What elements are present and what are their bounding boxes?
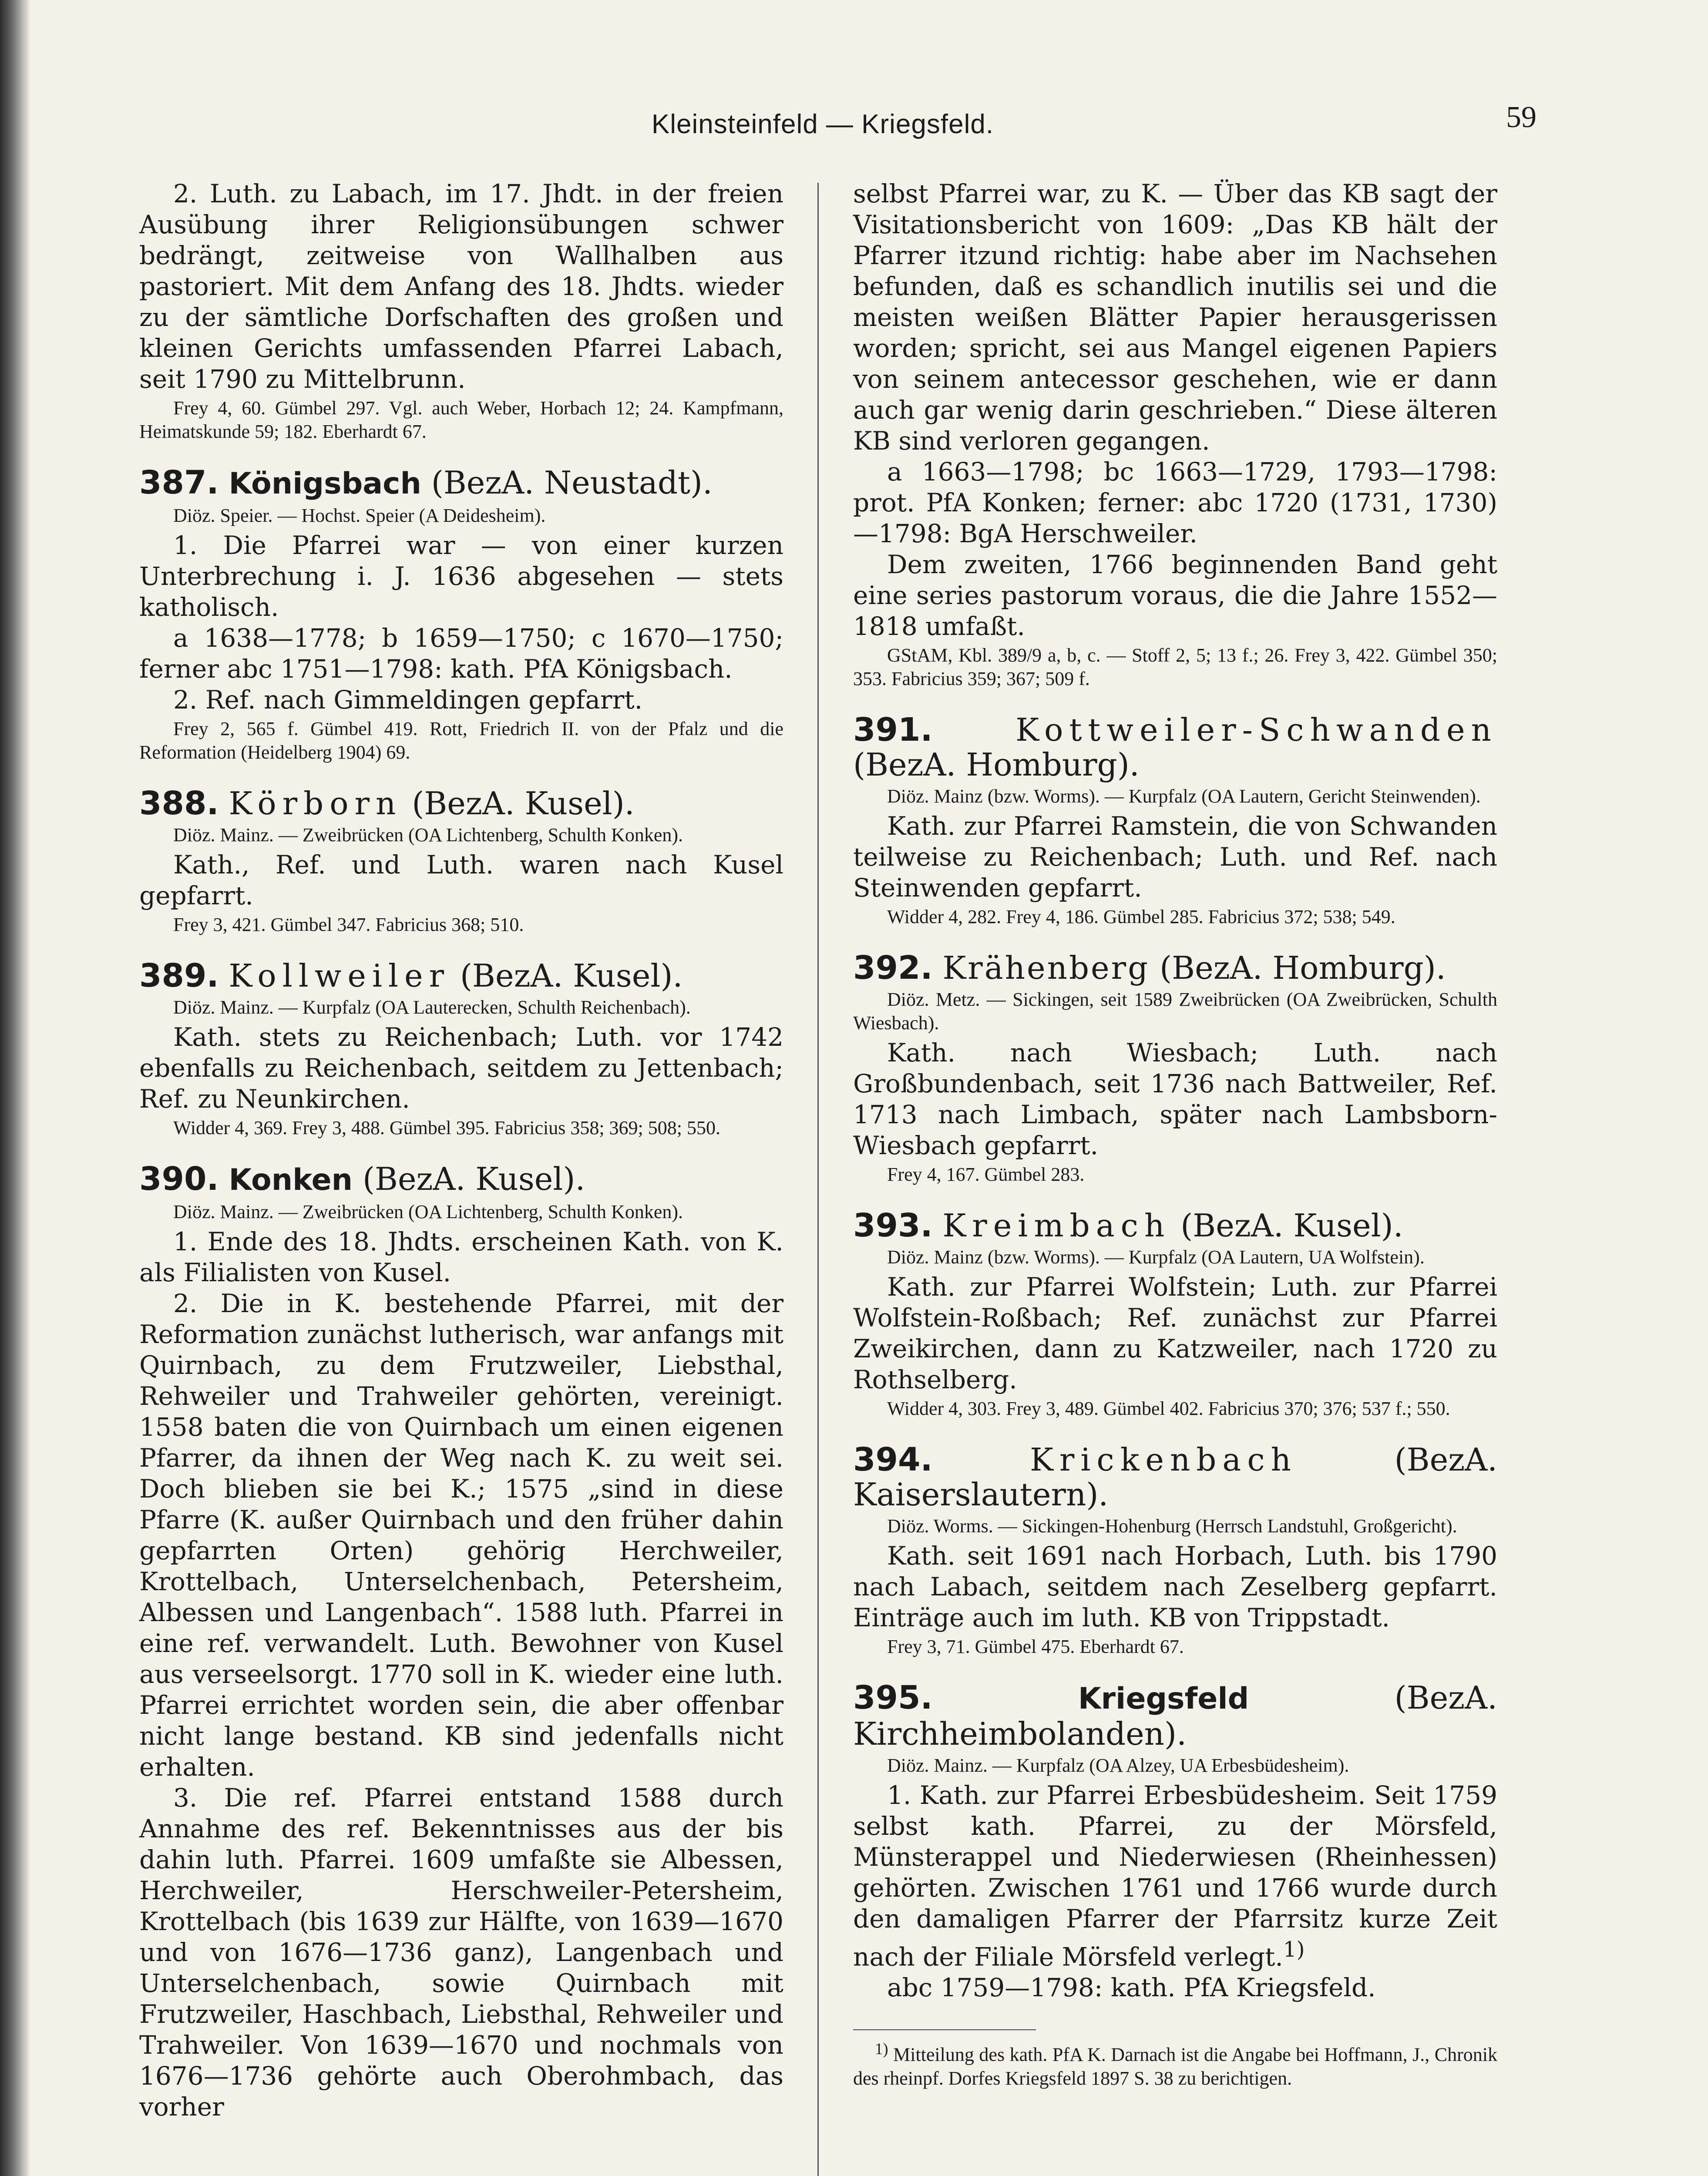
diocese-line: Diöz. Speier. — Hochst. Speier (A Deidesheim). <box>173 505 546 526</box>
entry-heading-394 <box>853 1442 1497 1512</box>
running-head-title: Kleinsteinfeld — Kriegsfeld. <box>651 109 994 139</box>
paragraph: 2. Die in K. bestehende Pfarrei, mit der Reformation zunächst lutherisch, war anfangs mit Quirnbach, zu dem Frutzweiler, Liebsthal, Rehweiler und Trahweiler gehörten, vereinigt. 1558 baten die von Quirnbach um einen eigenen Pfarrer, da ihnen der Weg nach K. zu weit sei. Doch blieben sie bei K.; 1575 „sind in diese Pfarre (K. außer Quirnbach und den früher dahin gepfarrten Orten) gehörig Herchweiler, Krottelbach, Unterselchenbach, Petersheim, Albessen und Langenbach“. 1588 luth. Pfarrei in eine ref. verwandelt. Luth. Bewohner von Kusel aus verseelsorgt. 1770 soll in K. wieder eine luth. Pfarrei errichtet worden sein, die aber offenbar nicht lange bestand. KB sind jedenfalls nicht erhalten. <box>139 1289 783 1782</box>
entry-number: 393. <box>853 1207 933 1244</box>
diocese-line: Diöz. Mainz. — Zweibrücken (OA Lichtenberg, Schulth Konken). <box>173 824 683 846</box>
entry-name: Königsbach <box>229 467 421 501</box>
page-number: 59 <box>1506 101 1537 134</box>
diocese-line: Diöz. Metz. — Sickingen, seit 1589 Zweibrücken (OA Zweibrücken, Schulth Wiesbach). <box>853 989 1497 1034</box>
paragraph: Kath. zur Pfarrei Ramstein, die von Schwanden teilweise zu Reichenbach; Luth. und Ref. nach Steinwenden gepfarrt. <box>853 811 1497 903</box>
entry-name: Krähenberg <box>942 950 1150 986</box>
entry-name: Kollweiler <box>229 957 451 994</box>
paragraph: Kath., Ref. und Luth. waren nach Kusel gepfarrt. <box>139 850 783 910</box>
entry-district: (BezA. Kusel). <box>362 1161 585 1197</box>
entry-heading-391 <box>853 712 1497 782</box>
entry-number: 388. <box>139 785 219 822</box>
reference-line: Widder 4, 282. Frey 4, 186. Gümbel 285. Fabricius 372; 538; 549. <box>887 906 1395 927</box>
reference-line: Widder 4, 303. Frey 3, 489. Gümbel 402. Fabricius 370; 376; 537 f.; 550. <box>887 1398 1450 1419</box>
reference-line: Frey 4, 60. Gümbel 297. Vgl. auch Weber, Horbach 12; 24. Kampfmann, Heimatskunde 59; 182. Eberhardt 67. <box>139 397 783 442</box>
entry-heading-393 <box>853 1208 1497 1243</box>
entry-name: Kriegsfeld <box>1078 1682 1249 1716</box>
paragraph <box>853 1780 1497 1972</box>
entry-number: 387. <box>139 464 219 501</box>
entry-district: (BezA. Homburg). <box>853 746 1140 783</box>
entry-number: 389. <box>139 957 219 994</box>
entry-heading-390 <box>139 1162 783 1198</box>
entry-heading-387 <box>139 465 783 501</box>
reference-line: Frey 3, 71. Gümbel 475. Eberhardt 67. <box>887 1636 1184 1657</box>
paragraph: selbst Pfarrei war, zu K. — Über das KB sagt der Visitationsbericht von 1609: „Das KB hält der Pfarrer itzund richtig: habe aber im Nachsehen befunden, daß es schandlich inutilis sei und die meisten weißen Blätter Papier herausgerissen worden; spricht, sei aus Mangel eigenen Papiers von seinem antecessor geschehen, wie er dann auch gar wenig darin geschrieben.“ Diese älteren KB sind verloren gegangen. <box>853 179 1497 456</box>
entry-heading-392 <box>853 950 1497 985</box>
entry-district: (BezA. Kusel). <box>1180 1207 1403 1244</box>
entry-district: (BezA. Homburg). <box>1160 950 1446 986</box>
paragraph: abc 1759—1798: kath. PfA Kriegsfeld. <box>887 1973 1376 2003</box>
diocese-line: Diöz. Mainz. — Kurpfalz (OA Lauterecken, Schulth Reichenbach). <box>173 997 691 1018</box>
paragraph: 3. Die ref. Pfarrei entstand 1588 durch Annahme des ref. Bekenntnisses aus der bis dahin luth. Pfarrei. 1609 umfaßte sie Albessen, Herchweiler, Herschweiler-Petersheim, Krottelbach (bis 1639 zur Hälfte, von 1639—1670 und von 1676—1736 ganz), Langenbach und Unterselchenbach, sowie Quirnbach mit Frutzweiler, Haschbach, Liebsthal, Rehweiler und Trahweiler. Von 1639—1670 und nochmals von 1676—1736 gehörte auch Oberohmbach, das vorher <box>139 1783 783 2122</box>
paragraph: Kath. seit 1691 nach Horbach, Luth. bis 1790 nach Labach, seitdem nach Zeselberg gepfarrt. Einträge auch im luth. KB von Trippstadt. <box>853 1541 1497 1632</box>
paragraph: Dem zweiten, 1766 beginnenden Band geht eine series pastorum voraus, die die Jahre 1552—1818 umfaßt. <box>853 550 1497 641</box>
entry-heading-389 <box>139 958 783 993</box>
paragraph: Kath. nach Wiesbach; Luth. nach Großbundenbach, seit 1736 nach Battweiler, Ref. 1713 nach Limbach, später nach Lambsborn-Wiesbach gepfarrt. <box>853 1038 1497 1160</box>
reference-line: GStAM, Kbl. 389/9 a, b, c. — Stoff 2, 5; 13 f.; 26. Frey 3, 422. Gümbel 350; 353. Fabricius 359; 367; 509 f. <box>853 645 1497 689</box>
book-page <box>139 74 1537 2176</box>
entry-number: 392. <box>853 949 933 987</box>
page-edge-shadow <box>0 0 30 2176</box>
paragraph: 1. Die Pfarrei war — von einer kurzen Unterbrechung i. J. 1636 abgesehen — stets katholisch. <box>139 531 783 622</box>
column-divider <box>817 183 819 2176</box>
entry-name: Konken <box>229 1163 353 1197</box>
footnote <box>853 2037 1497 2090</box>
entry-number: 390. <box>139 1160 219 1198</box>
diocese-line: Diöz. Mainz (bzw. Worms). — Kurpfalz (OA Lautern, UA Wolfstein). <box>887 1246 1425 1268</box>
paragraph-text: 1. Kath. zur Pfarrei Erbesbüdesheim. Seit 1759 selbst kath. Pfarrei, zu der Mörsfeld, Münsterappel und Niederwiesen (Rheinhessen) gehörten. Zwischen 1761 und 1766 wurde durch den damaligen Pfarrer der Pfarrsitz kurze Zeit nach der Filiale Mörsfeld verlegt. <box>853 1780 1497 1972</box>
reference-line: Frey 3, 421. Gümbel 347. Fabricius 368; 510. <box>173 914 524 935</box>
paragraph: 1. Ende des 18. Jhdts. erscheinen Kath. von K. als Filialisten von Kusel. <box>139 1227 783 1287</box>
footnote-marker: 1) <box>1283 1938 1305 1962</box>
entry-number: 391. <box>853 711 933 749</box>
paragraph: a 1638—1778; b 1659—1750; c 1670—1750; ferner abc 1751—1798: kath. PfA Königsbach. <box>139 623 783 684</box>
entry-heading-395 <box>853 1680 1497 1751</box>
paragraph: Kath. zur Pfarrei Wolfstein; Luth. zur Pfarrei Wolfstein-Roßbach; Ref. zunächst zur Pfarrei Zweikirchen, dann zu Katzweiler, nach 1720 zu Rothselberg. <box>853 1272 1497 1394</box>
entry-name: Kreimbach <box>942 1207 1171 1244</box>
paragraph: Kath. stets zu Reichenbach; Luth. vor 1742 ebenfalls zu Reichenbach, seitdem zu Jettenbach; Ref. zu Neunkirchen. <box>139 1022 783 1114</box>
entry-number: 394. <box>853 1441 933 1478</box>
entry-district: (BezA. Kirchheimbolanden). <box>853 1679 1497 1752</box>
entry-district: (BezA. Neustadt). <box>431 464 713 501</box>
entry-number: 395. <box>853 1679 933 1716</box>
paragraph: 2. Ref. nach Gimmeldingen gepfarrt. <box>173 685 643 715</box>
diocese-line: Diöz. Mainz. — Zweibrücken (OA Lichtenberg, Schulth Konken). <box>173 1201 683 1222</box>
footnote-text: Mitteilung des kath. PfA K. Darnach ist die Angabe bei Hoffmann, J., Chronik des rheinpf. Dorfes Kriegsfeld 1897 S. 38 zu berichtigen. <box>853 2044 1498 2089</box>
paragraph: a 1663—1798; bc 1663—1729, 1793—1798: prot. PfA Konken; ferner: abc 1720 (1731, 1730)—1798: BgA Herschweiler. <box>853 457 1497 548</box>
diocese-line: Diöz. Mainz (bzw. Worms). — Kurpfalz (OA Lautern, Gericht Steinwenden). <box>887 786 1481 807</box>
reference-line: Frey 4, 167. Gümbel 283. <box>887 1164 1085 1185</box>
entry-district: (BezA. Kusel). <box>460 957 683 994</box>
entry-name: Körborn <box>229 785 402 822</box>
entry-district: (BezA. Kusel). <box>412 785 635 822</box>
reference-line: Frey 2, 565 f. Gümbel 419. Rott, Friedrich II. von der Pfalz und die Reformation (Heidelberg 1904) 69. <box>139 718 783 763</box>
right-column <box>853 178 1497 2090</box>
reference-line: Widder 4, 369. Frey 3, 488. Gümbel 395. Fabricius 358; 369; 508; 550. <box>173 1117 721 1138</box>
diocese-line: Diöz. Worms. — Sickingen-Hohenburg (Herrsch Landstuhl, Großgericht). <box>887 1515 1457 1537</box>
entry-heading-388 <box>139 786 783 821</box>
entry-name: Krickenbach <box>1030 1441 1298 1478</box>
entry-name: Kottweiler-Schwanden <box>1015 712 1497 748</box>
running-head <box>139 91 1537 144</box>
footnote-number: 1) <box>875 2040 888 2058</box>
entry-district: (BezA. Kaiserslautern). <box>853 1441 1498 1513</box>
diocese-line: Diöz. Mainz. — Kurpfalz (OA Alzey, UA Erbesbüdesheim). <box>887 1755 1349 1776</box>
left-column <box>139 178 783 2122</box>
footnote-divider <box>853 2029 1036 2030</box>
paragraph: 2. Luth. zu Labach, im 17. Jhdt. in der freien Ausübung ihrer Religionsübungen schwer bedrängt, zeitweise von Wallhalben aus pastoriert. Mit dem Anfang des 18. Jhdts. wieder zu der sämtliche Dorfschaften des großen und kleinen Gerichts umfassenden Pfarrei Labach, seit 1790 zu Mittelbrunn. <box>139 179 783 394</box>
